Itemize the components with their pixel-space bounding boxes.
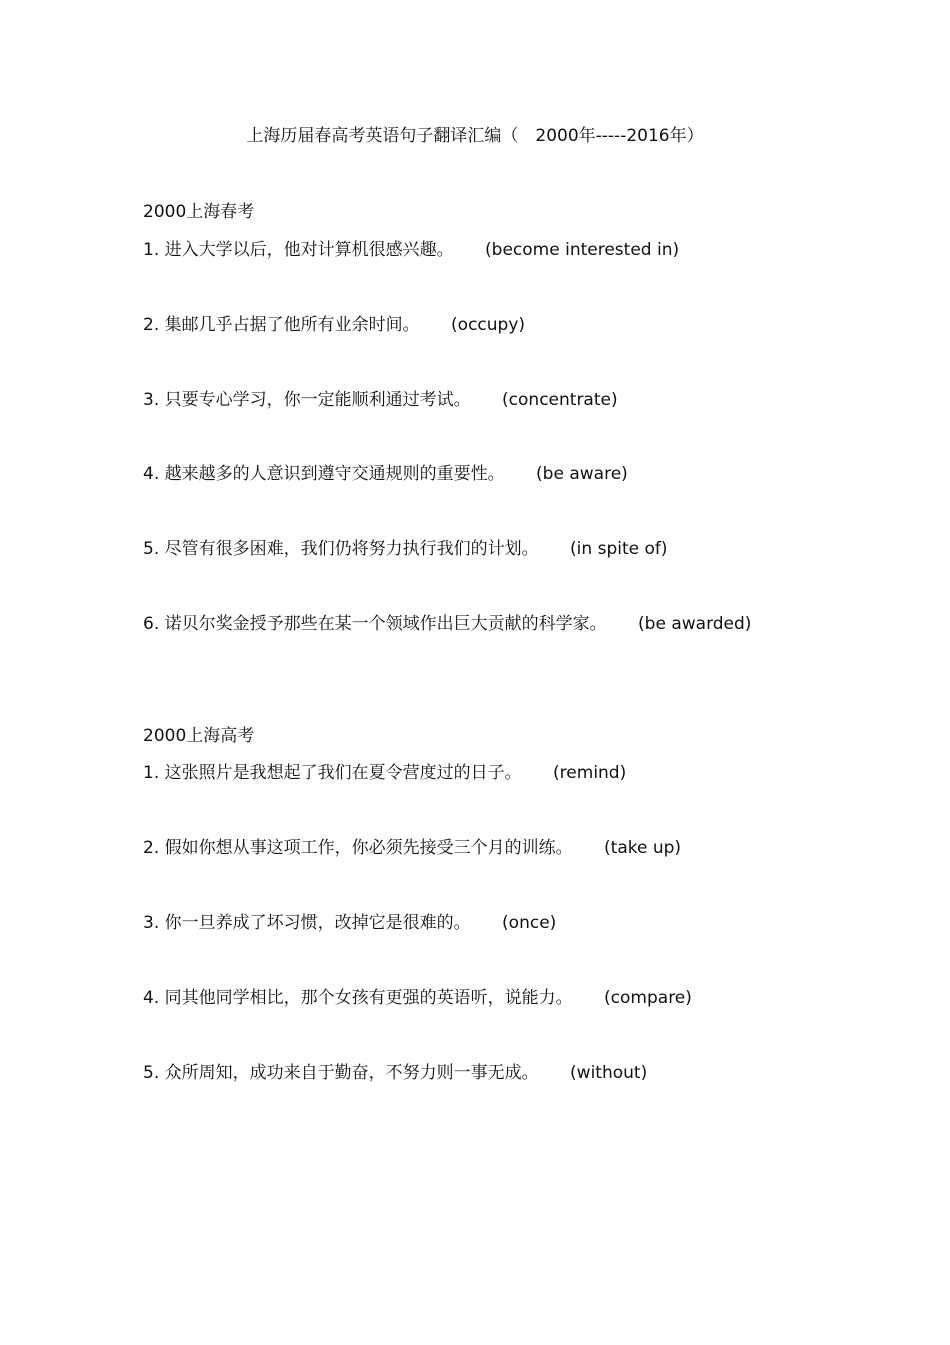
item-hint: (once): [502, 913, 557, 933]
item-text: 同其他同学相比，那个女孩有更强的英语听，说能力。: [164, 988, 573, 1008]
section-heading-2000-spring: 2000上海春考: [143, 202, 255, 222]
list-item: [143, 1061, 647, 1085]
list-item: [143, 911, 556, 935]
item-number: 1.: [143, 763, 160, 783]
list-item: [143, 761, 626, 785]
section-heading-2000-gaokao: 2000上海高考: [143, 726, 255, 746]
item-hint: (be awarded): [638, 614, 752, 634]
item-hint: (occupy): [451, 315, 526, 335]
item-number: 5.: [143, 539, 160, 559]
page-title: 上海历届春高考英语句子翻译汇编（ 2000年-----2016年）: [246, 126, 704, 146]
item-text: 越来越多的人意识到遵守交通规则的重要性。: [164, 464, 505, 484]
item-number: 4.: [143, 988, 160, 1008]
item-text: 你一旦养成了坏习惯，改掉它是很难的。: [164, 913, 471, 933]
item-hint: (remind): [553, 763, 627, 783]
list-item: [143, 537, 668, 561]
item-hint: (without): [570, 1063, 648, 1083]
item-number: 4.: [143, 464, 160, 484]
item-text: 进入大学以后，他对计算机很感兴趣。: [164, 240, 454, 260]
item-number: 2.: [143, 838, 160, 858]
item-text: 只要专心学习，你一定能顺利通过考试。: [164, 390, 471, 410]
list-item: [143, 836, 681, 860]
item-hint: (be aware): [536, 464, 628, 484]
item-hint: (compare): [604, 988, 692, 1008]
item-hint: (concentrate): [502, 390, 618, 410]
item-hint: (become interested in): [485, 240, 680, 260]
list-item: [143, 612, 751, 636]
item-number: 2.: [143, 315, 160, 335]
item-hint: (in spite of): [570, 539, 668, 559]
item-text: 这张照片是我想起了我们在夏令营度过的日子。: [164, 763, 522, 783]
item-text: 集邮几乎占据了他所有业余时间。: [164, 315, 420, 335]
item-number: 5.: [143, 1063, 160, 1083]
list-item: [143, 238, 679, 262]
item-hint: (take up): [604, 838, 682, 858]
item-text: 诺贝尔奖金授予那些在某一个领域作出巨大贡献的科学家。: [164, 614, 607, 634]
item-number: 3.: [143, 913, 160, 933]
list-item: [143, 986, 692, 1010]
item-number: 6.: [143, 614, 160, 634]
list-item: [143, 462, 628, 486]
item-number: 3.: [143, 390, 160, 410]
item-text: 众所周知，成功来自于勤奋，不努力则一事无成。: [164, 1063, 539, 1083]
list-item: [143, 313, 525, 337]
item-number: 1.: [143, 240, 160, 260]
item-text: 假如你想从事这项工作，你必须先接受三个月的训练。: [164, 838, 573, 858]
list-item: [143, 388, 618, 412]
item-text: 尽管有很多困难，我们仍将努力执行我们的计划。: [164, 539, 539, 559]
